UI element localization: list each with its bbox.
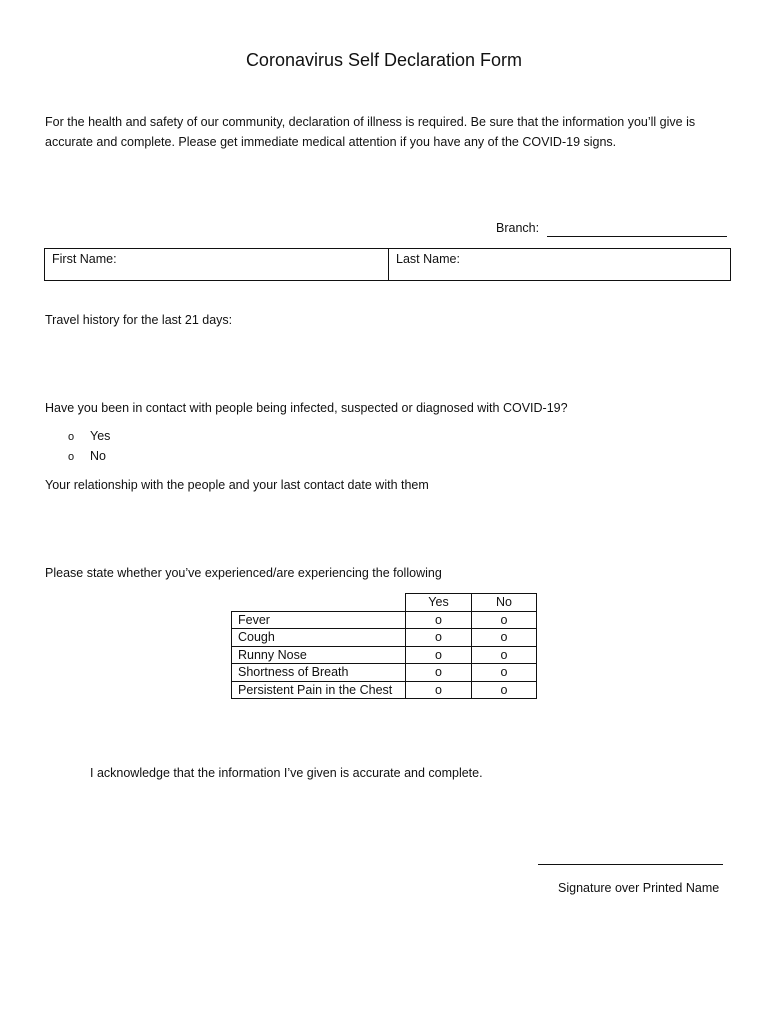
branch-label: Branch: [496,221,540,235]
symptom-name: Persistent Pain in the Chest [232,681,406,699]
table-header-no: No [472,594,537,612]
symptom-name: Fever [232,611,406,629]
last-name-label: Last Name: [396,252,460,266]
branch-input-line[interactable] [547,222,727,237]
form-title: Coronavirus Self Declaration Form [245,50,523,70]
symptom-name: Runny Nose [232,646,406,664]
table-row [232,664,537,682]
relationship-label: Your relationship with the people and your last contact date with them [45,478,429,492]
symptom-yes-option[interactable]: o [406,646,472,664]
table-header-row [232,594,537,612]
symptom-no-option[interactable]: o [472,681,537,699]
signature-label: Signature over Printed Name [558,881,720,895]
table-row [232,611,537,629]
symptom-yes-option[interactable]: o [406,664,472,682]
signature-line[interactable] [538,864,723,865]
table-header-yes: Yes [406,594,472,612]
name-fields-box [44,248,731,281]
symptom-yes-option[interactable]: o [406,629,472,647]
symptom-yes-option[interactable]: o [406,681,472,699]
symptoms-table [231,593,537,699]
table-row [232,681,537,699]
contact-question: Have you been in contact with people being infected, suspected or diagnosed with COVID-19? [45,401,568,415]
intro-line-1: For the health and safety of our community, declaration of illness is required. Be sure that the information you’ll give is [45,115,696,129]
intro-line-2: accurate and complete. Please get immediate medical attention if you have any of the COVID-19 signs. [45,135,617,149]
travel-history-label: Travel history for the last 21 days: [45,313,233,327]
radio-bullet-icon[interactable]: o [68,451,75,463]
symptom-no-option[interactable]: o [472,611,537,629]
symptom-no-option[interactable]: o [472,629,537,647]
contact-option-no[interactable] [68,447,106,466]
symptoms-prompt: Please state whether you’ve experienced/are experiencing the following [45,566,442,580]
first-name-label: First Name: [52,252,117,266]
symptom-yes-option[interactable]: o [406,611,472,629]
acknowledgement-text: I acknowledge that the information I’ve given is accurate and complete. [90,766,483,780]
table-row [232,629,537,647]
contact-option-yes[interactable] [68,427,110,446]
symptom-no-option[interactable]: o [472,646,537,664]
first-name-field[interactable] [45,249,389,280]
symptom-name: Shortness of Breath [232,664,406,682]
symptom-name: Cough [232,629,406,647]
symptom-no-option[interactable]: o [472,664,537,682]
table-header-blank [232,594,406,612]
last-name-field[interactable] [389,249,730,280]
table-row [232,646,537,664]
intro-text [45,112,725,152]
radio-bullet-icon[interactable]: o [68,431,75,443]
branch-field [496,219,727,237]
option-label: No [90,449,106,463]
option-label: Yes [90,429,111,443]
